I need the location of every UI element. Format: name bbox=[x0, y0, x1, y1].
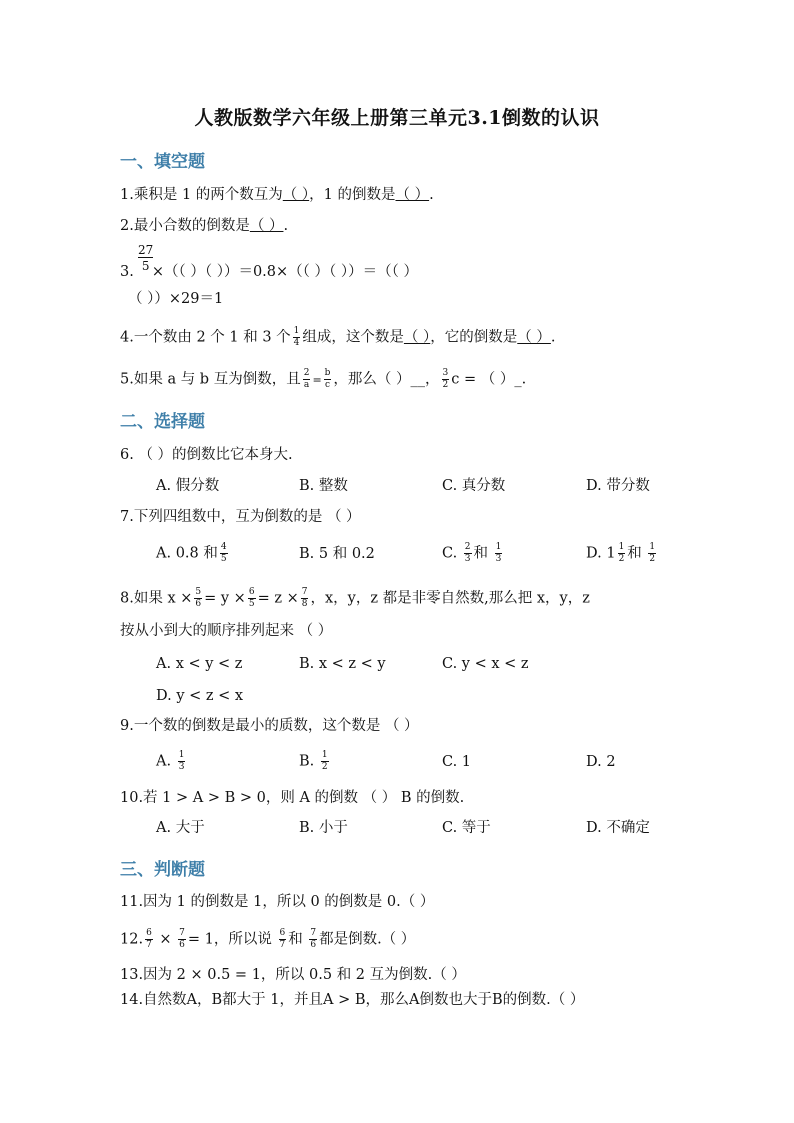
fraction: $\frac{6}{7}$ bbox=[279, 928, 286, 950]
fraction: $\frac{2}{3}$ bbox=[464, 542, 471, 564]
option-a: A. 假分数 bbox=[156, 478, 220, 494]
question-1: 1.乘积是 1 的两个数互为（ ），1 的倒数是（ ）. bbox=[120, 187, 434, 203]
answer-blank: （ ） bbox=[249, 218, 284, 234]
page-title: 人教版数学六年级上册第三单元3.1倒数的认识 bbox=[194, 107, 600, 129]
option-b: B. x < z < y bbox=[299, 656, 386, 672]
option-d: D. 带分数 bbox=[586, 478, 650, 494]
option-d: D. 2 bbox=[586, 754, 616, 770]
question-10: 10.若 1 > A > B > 0，则 A 的倒数 （ ） B 的倒数. bbox=[120, 790, 465, 806]
option-b: B. $\frac{1}{2}$ bbox=[299, 750, 328, 772]
option-c: C. y < x < z bbox=[442, 656, 529, 672]
question-9: 9.一个数的倒数是最小的质数，这个数是 （ ） bbox=[120, 718, 419, 734]
option-a: A. x < y < z bbox=[156, 656, 243, 672]
fraction: $\frac{3}{2}$ bbox=[442, 368, 449, 390]
fraction: $\frac{6}{5}$ bbox=[248, 587, 255, 609]
fraction: $\frac{1}{2}$ bbox=[321, 750, 328, 772]
option-d: D. 不确定 bbox=[586, 820, 650, 836]
option-a: A. 大于 bbox=[156, 820, 205, 836]
fraction: $\frac{1}{4}$ bbox=[293, 326, 300, 348]
option-b: B. 整数 bbox=[299, 478, 348, 494]
fraction: $\frac{1}{2}$ bbox=[618, 542, 625, 564]
question-6: 6. （ ）的倒数比它本身大. bbox=[120, 447, 293, 463]
question-8-continued: 按从小到大的顺序排列起来 （ ） bbox=[120, 623, 333, 639]
fraction: $\frac{1}{3}$ bbox=[178, 750, 185, 772]
question-8: 8.如果 x × $\frac{5}{6}$ = y × $\frac{6}{5}$ = z × $\frac{7}{8}$ ，x，y，z 都是非零自然数,那么把 x，y，z bbox=[120, 587, 590, 609]
option-c: C. 真分数 bbox=[442, 478, 506, 494]
option-c: C. $\frac{2}{3}$ 和 $\frac{1}{3}$ bbox=[442, 542, 502, 564]
option-a: A. $\frac{1}{3}$ bbox=[156, 750, 185, 772]
option-d: D. y < z < x bbox=[156, 688, 244, 704]
fraction: $\frac{2}{a}$ bbox=[303, 368, 310, 390]
question-11: 11.因为 1 的倒数是 1，所以 0 的倒数是 0.（ ） bbox=[120, 894, 435, 910]
answer-blank: （ ） bbox=[395, 187, 430, 203]
fraction: $\frac{4}{5}$ bbox=[220, 542, 227, 564]
section-heading-multiple-choice: 二、选择题 bbox=[120, 412, 205, 432]
option-c: C. 等于 bbox=[442, 820, 491, 836]
question-12: 12. $\frac{6}{7}$ × $\frac{7}{6}$ = 1，所以说 $\frac{6}{7}$ 和 $\frac{7}{6}$ 都是倒数.（ ） bbox=[120, 928, 416, 950]
section-heading-true-false: 三、判断题 bbox=[120, 860, 205, 880]
option-d: D. 1 $\frac{1}{2}$ 和 $\frac{1}{2}$ bbox=[586, 542, 656, 564]
option-a: A. 0.8 和 $\frac{4}{5}$ bbox=[156, 542, 227, 564]
question-3-continued: （ ））×29＝1 bbox=[128, 291, 224, 307]
fraction: $\frac{7}{8}$ bbox=[301, 587, 308, 609]
question-2: 2.最小合数的倒数是（ ）. bbox=[120, 218, 289, 234]
answer-blank: （ ） bbox=[282, 187, 310, 203]
fraction: $\frac{7}{6}$ bbox=[310, 928, 317, 950]
option-c: C. 1 bbox=[442, 754, 472, 770]
question-7: 7.下列四组数中，互为倒数的是 （ ） bbox=[120, 509, 361, 525]
section-heading-fill-blank: 一、填空题 bbox=[120, 152, 205, 172]
fraction: $\frac{5}{6}$ bbox=[195, 587, 202, 609]
option-b: B. 小于 bbox=[299, 820, 348, 836]
question-3: 3. ×（（ ）（ ））＝0.8×（（ ）（ ））＝（（ ） bbox=[120, 264, 418, 280]
answer-blank: （ ） bbox=[517, 329, 551, 346]
fraction: $\frac{1}{3}$ bbox=[495, 542, 502, 564]
fraction: $\frac{6}{7}$ bbox=[146, 928, 152, 950]
fraction: $\frac{1}{2}$ bbox=[649, 542, 656, 564]
answer-blank: （ ） bbox=[403, 329, 431, 346]
question-13: 13.因为 2 × 0.5 = 1，所以 0.5 和 2 互为倒数.（ ） bbox=[120, 967, 466, 983]
question-4: 4.一个数由 2 个 1 和 3 个 $\frac{1}{4}$ 组成，这个数是（ ），它的倒数是（ ）. bbox=[120, 326, 556, 348]
question-5: 5.如果 a 与 b 互为倒数，且 $\frac{2}{a}$ = $\frac{b}{c}$ ，那么（ ）__， $\frac{3}{2}$ c = （ ）_. bbox=[120, 368, 527, 390]
fraction: $\frac{b}{c}$ bbox=[324, 368, 331, 390]
fraction-27-5: 27 5 bbox=[138, 243, 154, 273]
option-b: B. 5 和 0.2 bbox=[299, 546, 375, 562]
question-14: 14.自然数A，B都大于 1，并且A > B，那么A倒数也大于B的倒数.（ ） bbox=[120, 992, 585, 1008]
fraction: $\frac{7}{6}$ bbox=[179, 928, 185, 950]
